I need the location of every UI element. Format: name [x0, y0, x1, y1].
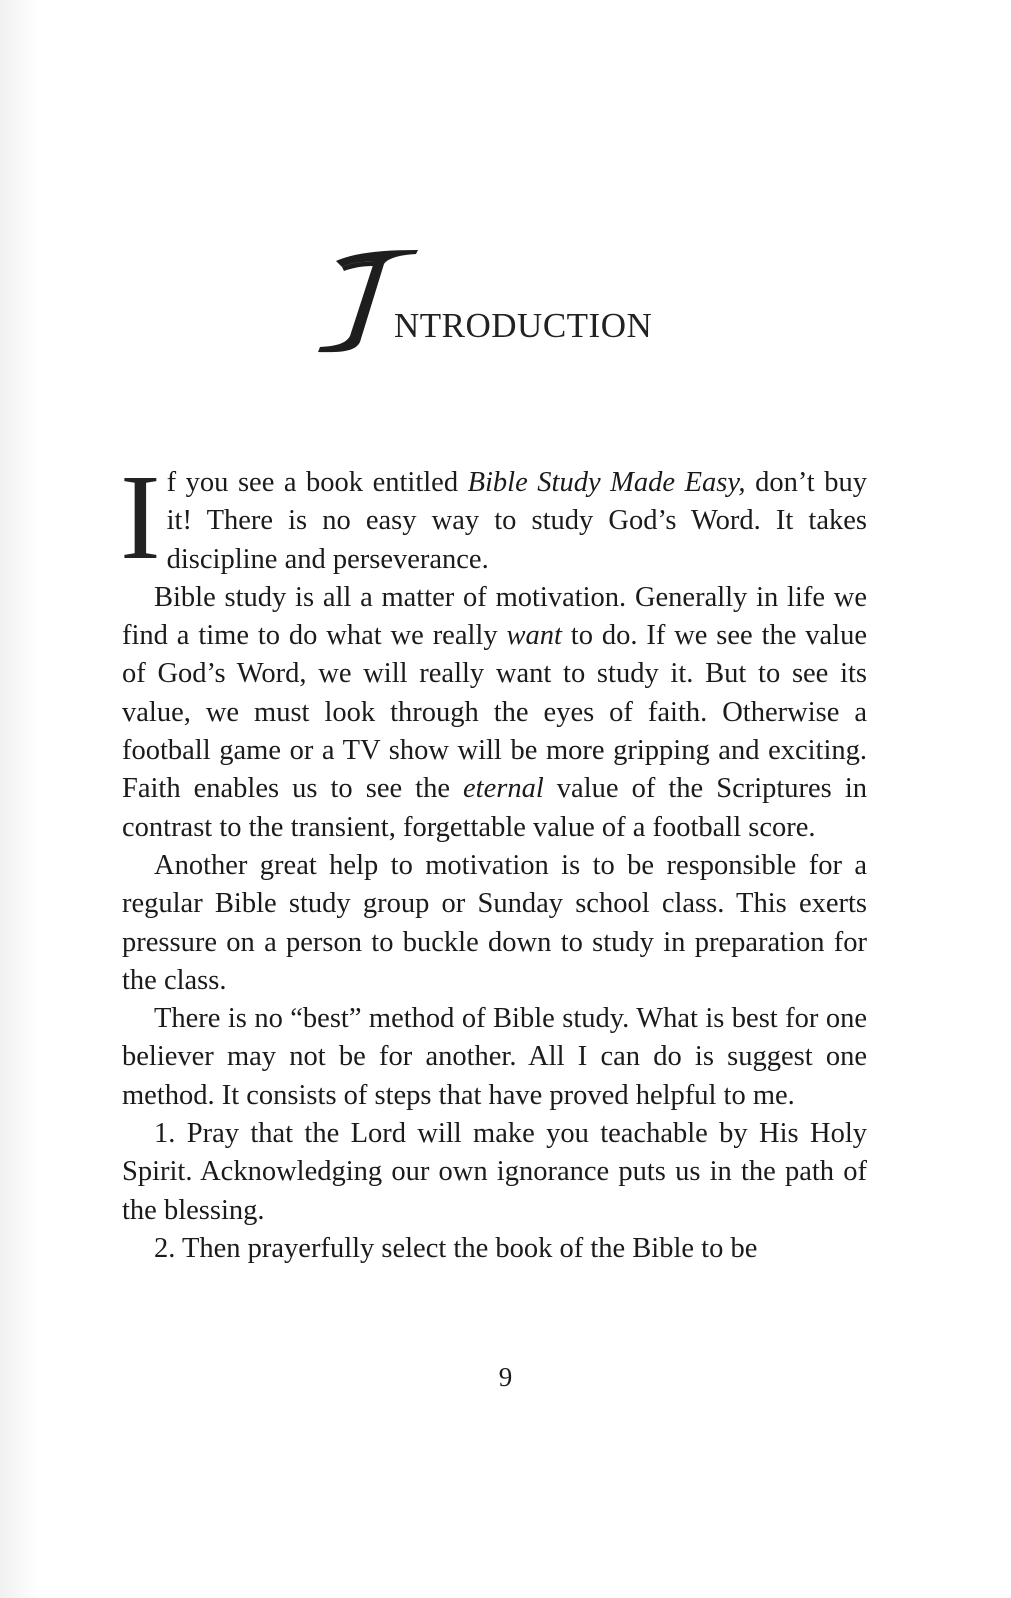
paragraph-4: There is no “best” method of Bible study. What is best for one believer may not be for another. All I can do is suggest one method. It consists of steps that have proved helpful to me.	[122, 1003, 867, 1111]
paragraph-1: If you see a book entitled Bible Study Made Easy, don’t buy it! There is no easy way to study God’s Word. It takes discipline and perseverance.	[120, 450, 867, 585]
emphasis-want: want	[506, 620, 562, 652]
page-edge-shadow	[0, 0, 40, 1598]
paragraph-2: Bible study is all a matter of motivation. Generally in life we find a time to do what we really want to do. If we see the value of God’s Word, we will really want to study it. But to see its value, we must look through the eyes of faith. Otherwise a football game or a TV show will be more gripping and exciting. Faith enables us to see the eternal value of the Scriptures in contrast to the transient, forgettable value of a football score.	[122, 581, 867, 843]
paragraph-3: Another great help to motivation is to be responsible for a regular Bible study group or Sunday school class. This exerts pressure on a person to buckle down to study in preparation for the class.	[122, 849, 867, 996]
book-title-italic: Bible Study Made Easy,	[467, 467, 746, 498]
emphasis-eternal: eternal	[463, 773, 544, 805]
paragraph-6: 2. Then prayerfully select the book of the Bible to be	[154, 1232, 758, 1264]
drop-cap: I	[120, 450, 161, 585]
chapter-title-text: NTRODUCTION	[394, 306, 653, 345]
paragraph-5: 1. Pray that the Lord will make you teachable by His Holy Spirit. Acknowledging our own ignorance puts us in the path of the blessing.	[122, 1118, 867, 1226]
chapter-heading	[316, 246, 736, 358]
body-text	[120, 450, 867, 1268]
page-number: 9	[498, 1362, 513, 1392]
